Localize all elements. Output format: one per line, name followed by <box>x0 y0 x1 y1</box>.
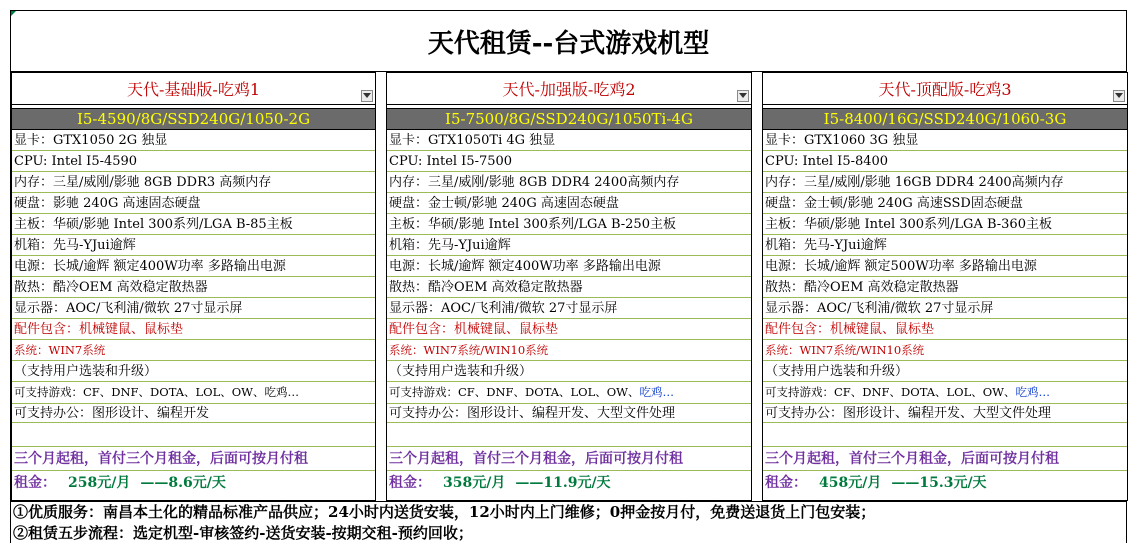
games-highlight: 吃鸡… <box>639 385 674 399</box>
ram-row: 内存：三星/威刚/影驰 8GB DDR4 2400高频内存 <box>387 172 751 193</box>
cooling-row: 散热：酷冷OEM 高效稳定散热器 <box>763 277 1127 298</box>
panel-enhanced <box>386 72 752 501</box>
gpu-row: 显卡：GTX1060 3G 独显 <box>763 130 1127 151</box>
cooling-row: 散热：酷冷OEM 高效稳定散热器 <box>387 277 751 298</box>
panel-name: 天代-基础版-吃鸡1 <box>127 80 260 99</box>
panel-name-cell <box>12 73 375 105</box>
rental-term: 三个月起租，首付三个月租金，后面可按月付租 <box>12 447 375 471</box>
cpu-row: CPU: Intel I5-7500 <box>387 151 751 172</box>
psu-row: 电源：长城/逾辉 额定400W功率 多路输出电源 <box>387 256 751 277</box>
cpu-row: CPU: Intel I5-4590 <box>12 151 375 172</box>
rent-day: ——8.6元/天 <box>140 475 226 491</box>
disk-row: 硬盘：影驰 240G 高速固态硬盘 <box>12 193 375 214</box>
rental-term: 三个月起租，首付三个月租金，后面可按月付租 <box>387 447 751 471</box>
board-row: 主板：华硕/影驰 Intel 300系列/LGA B-85主板 <box>12 214 375 235</box>
upgrade-row: （支持用户选装和升级） <box>387 361 751 382</box>
os-row: 系统：WIN7系统 <box>12 340 375 361</box>
blank-row <box>387 423 751 447</box>
case-row: 机箱：先马-YJui逾辉 <box>12 235 375 256</box>
rent-day: ——11.9元/天 <box>515 475 611 491</box>
rent-month: 458元/月 <box>819 475 882 491</box>
monitor-row: 显示器：AOC/飞利浦/微软 27寸显示屏 <box>763 298 1127 319</box>
ram-row: 内存：三星/威刚/影驰 8GB DDR3 高频内存 <box>12 172 375 193</box>
accessories-row: 配件包含：机械键鼠、鼠标垫 <box>12 319 375 340</box>
upgrade-row: （支持用户选装和升级） <box>763 361 1127 382</box>
rent-row <box>12 471 375 495</box>
games-text: 可支持游戏：CF、DNF、DOTA、LOL、OW、 <box>765 385 1016 399</box>
monitor-row: 显示器：AOC/飞利浦/微软 27寸显示屏 <box>387 298 751 319</box>
os-row: 系统：WIN7系统/WIN10系统 <box>763 340 1127 361</box>
disk-row: 硬盘：金士顿/影驰 240G 高速SSD固态硬盘 <box>763 193 1127 214</box>
office-row: 可支持办公：图形设计、编程开发、大型文件处理 <box>763 404 1127 423</box>
panel-basic <box>11 72 376 501</box>
rent-label: 租金： <box>765 475 807 491</box>
office-row: 可支持办公：图形设计、编程开发、大型文件处理 <box>387 404 751 423</box>
footer-notes <box>11 501 1126 544</box>
spreadsheet <box>10 10 1127 543</box>
blank-row <box>12 423 375 447</box>
cooling-row: 散热：酷冷OEM 高效稳定散热器 <box>12 277 375 298</box>
accessories-row: 配件包含：机械键鼠、鼠标垫 <box>387 319 751 340</box>
cpu-row: CPU: Intel I5-8400 <box>763 151 1127 172</box>
panel-name: 天代-加强版-吃鸡2 <box>502 80 636 99</box>
rent-month: 258元/月 <box>68 475 131 491</box>
panel-top <box>762 72 1128 501</box>
monitor-row: 显示器：AOC/飞利浦/微软 27寸显示屏 <box>12 298 375 319</box>
rent-day: ——15.3元/天 <box>891 475 987 491</box>
psu-row: 电源：长城/逾辉 额定500W功率 多路输出电源 <box>763 256 1127 277</box>
dropdown-arrow-icon[interactable] <box>1113 90 1125 102</box>
ram-row: 内存：三星/威刚/影驰 16GB DDR4 2400高频内存 <box>763 172 1127 193</box>
board-row: 主板：华硕/影驰 Intel 300系列/LGA B-250主板 <box>387 214 751 235</box>
gpu-row: 显卡：GTX1050 2G 独显 <box>12 130 375 151</box>
games-row <box>12 382 375 404</box>
case-row: 机箱：先马-YJui逾辉 <box>387 235 751 256</box>
rent-month: 358元/月 <box>443 475 506 491</box>
os-row: 系统：WIN7系统/WIN10系统 <box>387 340 751 361</box>
panel-name-cell <box>387 73 751 105</box>
games-row <box>763 382 1127 404</box>
dropdown-arrow-icon[interactable] <box>361 90 373 102</box>
panel-name: 天代-顶配版-吃鸡3 <box>878 80 1012 99</box>
disk-row: 硬盘：金士顿/影驰 240G 高速固态硬盘 <box>387 193 751 214</box>
process-note: ②租赁五步流程：选定机型-审核签约-送货安装-按期交租-预约回收； <box>13 524 473 542</box>
service-note: ①优质服务：南昌本土化的精品标准产品供应；24小时内送货安装，12小时内上门维修；0押金按月付，免费送退货上门包安装； <box>13 503 876 521</box>
upgrade-row: （支持用户选装和升级） <box>12 361 375 382</box>
panel-name-cell <box>763 73 1127 105</box>
spec-banner: I5-4590/8G/SSD240G/1050-2G <box>12 108 375 130</box>
games-row <box>387 382 751 404</box>
board-row: 主板：华硕/影驰 Intel 300系列/LGA B-360主板 <box>763 214 1127 235</box>
accessories-row: 配件包含：机械键鼠、鼠标垫 <box>763 319 1127 340</box>
games-text: 可支持游戏：CF、DNF、DOTA、LOL、OW、 <box>389 385 640 399</box>
spec-banner: I5-7500/8G/SSD240G/1050Ti-4G <box>387 108 751 130</box>
office-row: 可支持办公：图形设计、编程开发 <box>12 404 375 423</box>
games-text: 可支持游戏：CF、DNF、DOTA、LOL、OW、吃鸡… <box>14 385 299 399</box>
case-row: 机箱：先马-YJui逾辉 <box>763 235 1127 256</box>
rent-row <box>387 471 751 495</box>
rental-term: 三个月起租，首付三个月租金，后面可按月付租 <box>763 447 1127 471</box>
page-title: 天代租赁--台式游戏机型 <box>11 11 1126 72</box>
blank-row <box>763 423 1127 447</box>
dropdown-arrow-icon[interactable] <box>737 90 749 102</box>
gpu-row: 显卡：GTX1050Ti 4G 独显 <box>387 130 751 151</box>
games-highlight: 吃鸡… <box>1015 385 1050 399</box>
psu-row: 电源：长城/逾辉 额定400W功率 多路输出电源 <box>12 256 375 277</box>
rent-label: 租金： <box>389 475 431 491</box>
rent-row <box>763 471 1127 495</box>
rent-label: 租金： <box>14 475 56 491</box>
spec-banner: I5-8400/16G/SSD240G/1060-3G <box>763 108 1127 130</box>
